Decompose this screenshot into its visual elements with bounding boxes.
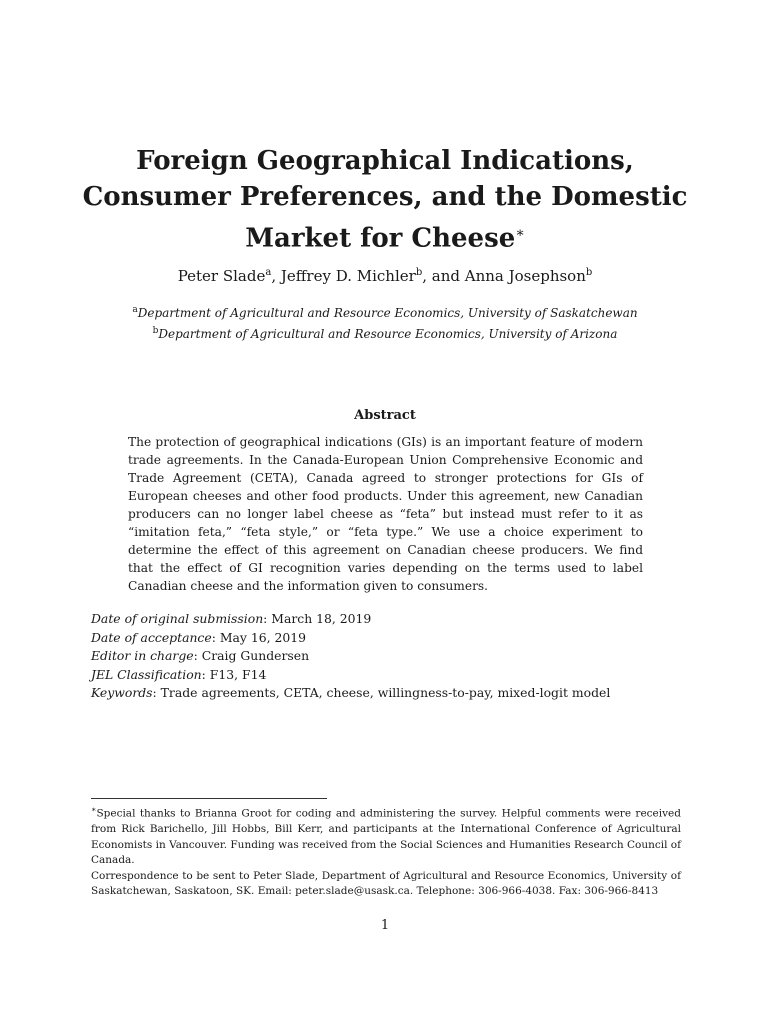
title-footnote-mark: ∗ bbox=[515, 225, 525, 241]
author-name: Jeffrey D. Michler bbox=[280, 267, 416, 285]
metadata-line bbox=[91, 629, 681, 648]
author-name: Anna Josephson bbox=[464, 267, 586, 285]
metadata-line bbox=[91, 666, 681, 685]
metadata-line bbox=[91, 647, 681, 666]
metadata-value: : Craig Gundersen bbox=[193, 648, 310, 663]
author-list bbox=[60, 263, 710, 286]
metadata-value: : May 16, 2019 bbox=[211, 629, 307, 645]
metadata-line bbox=[91, 610, 681, 629]
author-separator: , bbox=[271, 267, 281, 285]
author-affiliation-mark: b bbox=[415, 267, 423, 278]
page-number: 1 bbox=[380, 918, 390, 933]
metadata-key: Keywords bbox=[91, 685, 153, 700]
abstract-heading: Abstract bbox=[354, 408, 416, 423]
metadata-value: : March 18, 2019 bbox=[263, 611, 372, 626]
metadata-key: Date of original submission bbox=[91, 611, 264, 626]
footnote bbox=[91, 802, 681, 900]
affiliation bbox=[60, 322, 710, 343]
metadata-value: : Trade agreements, CETA, cheese, willingness-to-pay, mixed-logit model bbox=[152, 685, 611, 700]
affiliation-mark: b bbox=[152, 326, 159, 336]
submission-metadata bbox=[91, 610, 681, 703]
affiliation-mark: a bbox=[132, 305, 138, 315]
author-affiliation-mark: b bbox=[585, 267, 593, 278]
author-separator: , and bbox=[422, 267, 465, 285]
affiliation bbox=[60, 301, 710, 322]
author-affiliation-mark: a bbox=[265, 267, 272, 278]
metadata-key: Date of acceptance bbox=[91, 629, 212, 645]
footnote-thanks bbox=[91, 802, 681, 869]
footnote-divider bbox=[91, 798, 327, 799]
footnote-correspondence: Correspondence to be sent to Peter Slade, Department of Agricultural and Resource Economics, University of Saskatchewan, Saskatoon, SK. Email: peter.slade@usask.ca. Telephone: 306-966-4038. Fax: 306-966-8413 bbox=[91, 869, 681, 897]
metadata-key: Editor in charge bbox=[91, 648, 194, 663]
footnote-mark: ∗ bbox=[91, 805, 97, 814]
author-name: Peter Slade bbox=[177, 267, 266, 285]
abstract-body: The protection of geographical indications (GIs) is an important feature of modern trade agreements. In the Canada-European Union Comprehensive Economic and Trade Agreement (CETA), Canada agreed to stronger protections for GIs of European cheeses and other food products. Under this agreement, new Canadian producers can no longer label cheese as “feta” but instead must refer to it as “imitation feta,” “feta style,” or “feta type.” We use a choice experiment to determine the effect of this agreement on Canadian cheese producers. We find that the effect of GI recognition varies depending on the terms used to label Canadian cheese and the information given to consumers. bbox=[128, 435, 643, 593]
paper-title bbox=[60, 143, 710, 257]
metadata-line bbox=[91, 684, 681, 703]
metadata-key: JEL Classification bbox=[91, 666, 202, 682]
affiliation-text: Department of Agricultural and Resource Economics, University of Arizona bbox=[158, 327, 618, 341]
affiliation-text: Department of Agricultural and Resource Economics, University of Saskatchewan bbox=[137, 306, 638, 320]
metadata-value: : F13, F14 bbox=[201, 666, 267, 682]
paper-title-text: Foreign Geographical Indications, Consumer Preferences, and the Domestic Market for Cheese bbox=[82, 146, 688, 254]
affiliation-list bbox=[60, 301, 710, 343]
footnote-thanks-text: Special thanks to Brianna Groot for coding and administering the survey. Helpful comments were received from Rick Barichello, Jill Hobbs, Bill Kerr, and participants at the International Conference of Agricultural Economists in Vancouver. Funding was received from the Social Sciences and Humanities Research Council of Canada. bbox=[91, 807, 681, 866]
